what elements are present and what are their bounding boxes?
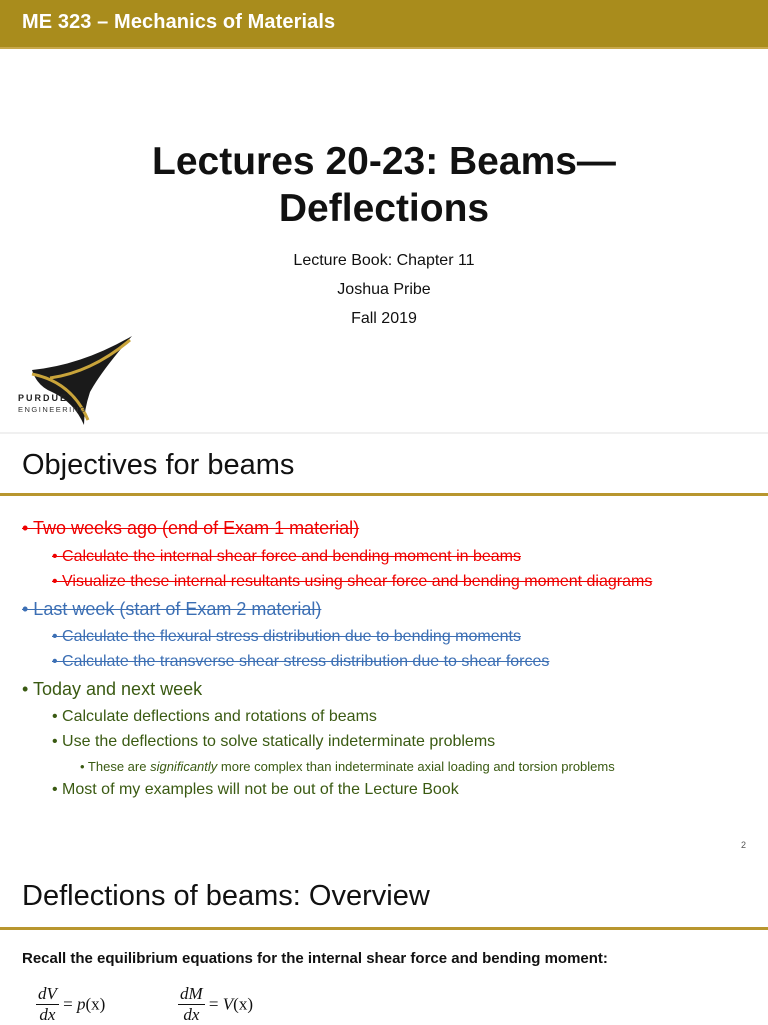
fraction-numerator: dM <box>180 984 203 1003</box>
bullet-two-weeks-ago: • Two weeks ago (end of Exam 1 material) <box>22 518 360 538</box>
purdue-engineering-logo <box>12 330 142 430</box>
slide-title: Objectives for beams <box>22 449 295 481</box>
bullet-transverse-shear: • Calculate the transverse shear stress distribution due to shear forces <box>52 653 550 670</box>
logo-text-engineering: ENGINEERING <box>18 405 88 414</box>
lecture-title <box>0 138 768 232</box>
lecture-book: Lecture Book: Chapter 11 <box>293 252 475 269</box>
bullet-internal-shear: • Calculate the internal shear force and bending moment in beams <box>52 548 521 565</box>
title-rule <box>0 927 768 930</box>
bullet-examples: • Most of my examples will not be out of the Lecture Book <box>52 781 459 798</box>
term: Fall 2019 <box>351 310 417 327</box>
fraction-denominator: dx <box>183 1005 200 1024</box>
logo-text-purdue: PURDUE <box>18 393 69 403</box>
lecture-title-line2: Deflections <box>278 187 490 230</box>
slide-title: Deflections of beams: Overview <box>22 880 430 912</box>
fraction-dm-dx <box>178 984 205 1025</box>
page-number: 2 <box>740 840 746 850</box>
bullet-indeterminate: • Use the deflections to solve statically indeterminate problems <box>52 733 496 750</box>
title-rule <box>0 493 768 496</box>
equilibrium-intro: Recall the equilibrium equations for the internal shear force and bending moment: <box>22 950 608 967</box>
lecture-title-line1: Lectures 20-23: Beams— <box>152 140 616 183</box>
fraction-numerator: dV <box>38 984 57 1003</box>
objectives-slide <box>0 434 768 854</box>
bullet-complexity-note: • These are significantly more complex than indeterminate axial loading and torsion problems <box>80 759 615 774</box>
fraction-denominator: dx <box>39 1005 56 1024</box>
fraction-dv-dx <box>36 984 59 1025</box>
equation-moment <box>178 984 253 1025</box>
bullet-flexural-stress: • Calculate the flexural stress distribution due to bending moments <box>52 628 521 645</box>
deflections-overview-slide <box>0 856 768 1024</box>
course-title: ME 323 – Mechanics of Materials <box>22 11 336 33</box>
bullet-deflections: • Calculate deflections and rotations of beams <box>52 708 377 725</box>
bullet-last-week: • Last week (start of Exam 2 material) <box>22 599 322 619</box>
bullet-today: • Today and next week <box>22 679 203 699</box>
equation-rhs: = V(x) <box>208 994 253 1014</box>
title-slide <box>0 0 768 432</box>
equation-shear <box>36 984 105 1025</box>
course-header-bar <box>0 0 768 49</box>
equation-rhs: = p(x) <box>63 994 106 1014</box>
bullet-visualize: • Visualize these internal resultants using shear force and bending moment diagrams <box>52 573 653 590</box>
author: Joshua Pribe <box>337 281 431 298</box>
